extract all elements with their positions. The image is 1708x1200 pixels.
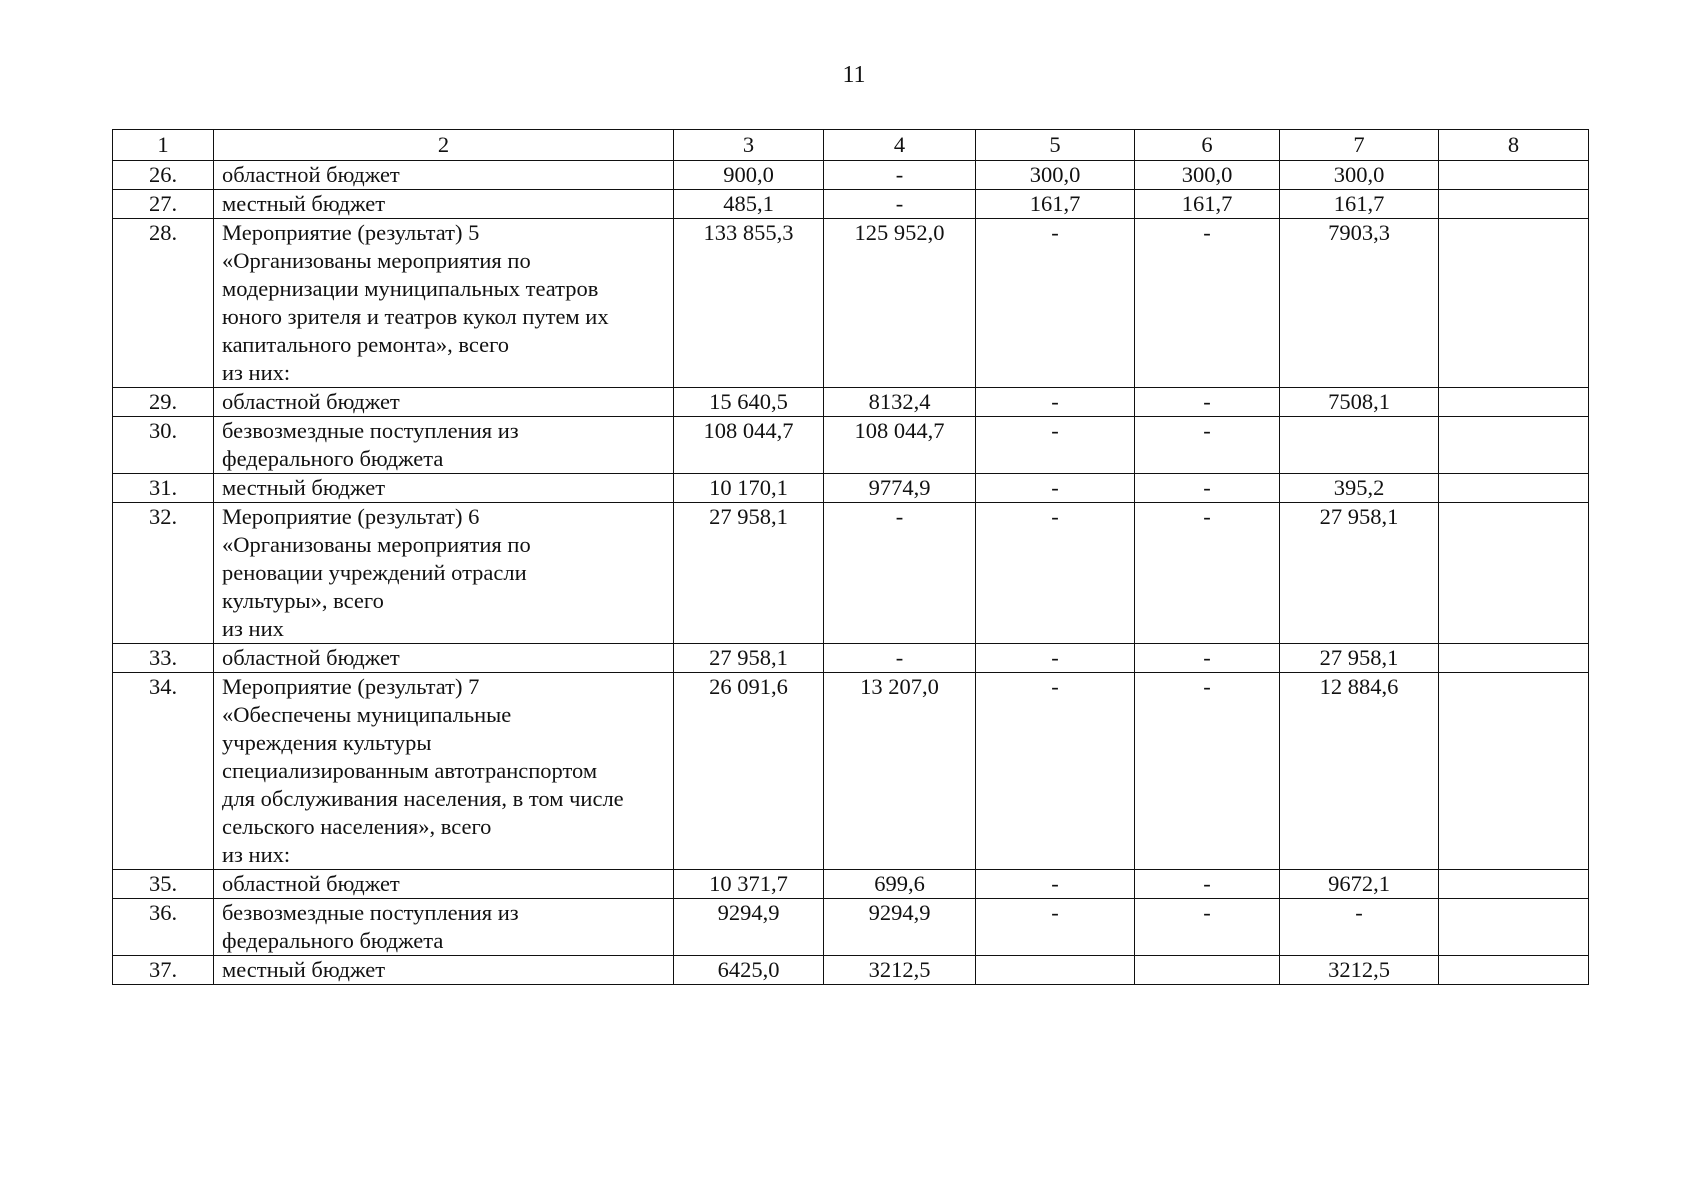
row-column-7-cell: 27 958,1	[1280, 644, 1439, 673]
row-column-5-cell: -	[976, 219, 1135, 388]
row-column-7-cell: 395,2	[1280, 474, 1439, 503]
row-number-cell: 32.	[113, 503, 214, 644]
row-column-6-cell: -	[1135, 673, 1280, 870]
table-row	[113, 190, 1589, 219]
row-column-5-cell: -	[976, 644, 1135, 673]
row-column-3-cell: 900,0	[674, 161, 824, 190]
row-column-4-cell: 699,6	[824, 870, 976, 899]
row-column-8-cell	[1439, 673, 1589, 870]
table-body	[113, 130, 1589, 985]
row-column-7-cell: 161,7	[1280, 190, 1439, 219]
row-column-6-cell: -	[1135, 870, 1280, 899]
table-row	[113, 388, 1589, 417]
row-number-cell: 29.	[113, 388, 214, 417]
row-column-5-cell: -	[976, 673, 1135, 870]
table-row	[113, 474, 1589, 503]
row-column-8-cell	[1439, 503, 1589, 644]
row-description-cell: областной бюджет	[214, 870, 674, 899]
row-description-cell: Мероприятие (результат) 6 «Организованы мероприятия по реновации учреждений отрасли культуры», всего из них	[214, 503, 674, 644]
column-8-header: 8	[1439, 130, 1589, 161]
row-description-cell: областной бюджет	[214, 644, 674, 673]
row-number-cell: 28.	[113, 219, 214, 388]
row-column-6-cell: 161,7	[1135, 190, 1280, 219]
row-description-cell: местный бюджет	[214, 190, 674, 219]
row-number-cell: 36.	[113, 899, 214, 956]
row-number-cell: 34.	[113, 673, 214, 870]
table-row	[113, 219, 1589, 388]
row-column-8-cell	[1439, 161, 1589, 190]
row-column-8-cell	[1439, 388, 1589, 417]
row-column-5-cell: -	[976, 388, 1135, 417]
row-column-3-cell: 27 958,1	[674, 644, 824, 673]
row-column-3-cell: 26 091,6	[674, 673, 824, 870]
row-column-5-cell: -	[976, 417, 1135, 474]
row-column-6-cell	[1135, 956, 1280, 985]
row-column-3-cell: 485,1	[674, 190, 824, 219]
table-header-row	[113, 130, 1589, 161]
row-column-3-cell: 6425,0	[674, 956, 824, 985]
row-column-5-cell	[976, 956, 1135, 985]
row-column-7-cell: 300,0	[1280, 161, 1439, 190]
row-column-6-cell: -	[1135, 388, 1280, 417]
column-6-header: 6	[1135, 130, 1280, 161]
row-column-3-cell: 133 855,3	[674, 219, 824, 388]
table-row	[113, 503, 1589, 644]
table-row	[113, 956, 1589, 985]
row-column-4-cell: -	[824, 503, 976, 644]
budget-table	[112, 129, 1589, 985]
row-column-5-cell: -	[976, 474, 1135, 503]
row-column-5-cell: 300,0	[976, 161, 1135, 190]
column-7-header: 7	[1280, 130, 1439, 161]
row-column-4-cell: -	[824, 190, 976, 219]
row-column-4-cell: 13 207,0	[824, 673, 976, 870]
column-3-header: 3	[674, 130, 824, 161]
row-column-8-cell	[1439, 956, 1589, 985]
row-column-4-cell: 8132,4	[824, 388, 976, 417]
row-description-cell: Мероприятие (результат) 5 «Организованы мероприятия по модернизации муниципальных театров юного зрителя и театров кукол путем их капитального ремонта», всего из них:	[214, 219, 674, 388]
row-column-5-cell: -	[976, 870, 1135, 899]
row-column-4-cell: 9294,9	[824, 899, 976, 956]
row-column-8-cell	[1439, 219, 1589, 388]
row-column-6-cell: -	[1135, 899, 1280, 956]
row-column-4-cell: -	[824, 644, 976, 673]
row-column-3-cell: 9294,9	[674, 899, 824, 956]
row-column-8-cell	[1439, 474, 1589, 503]
column-description-header: 2	[214, 130, 674, 161]
row-column-7-cell: 27 958,1	[1280, 503, 1439, 644]
row-description-cell: областной бюджет	[214, 388, 674, 417]
row-column-6-cell: -	[1135, 503, 1280, 644]
row-column-4-cell: 108 044,7	[824, 417, 976, 474]
row-column-7-cell: 7903,3	[1280, 219, 1439, 388]
row-column-6-cell: -	[1135, 644, 1280, 673]
row-column-8-cell	[1439, 417, 1589, 474]
row-column-4-cell: 125 952,0	[824, 219, 976, 388]
row-column-3-cell: 27 958,1	[674, 503, 824, 644]
row-description-cell: Мероприятие (результат) 7 «Обеспечены муниципальные учреждения культуры специализированным автотранспортом для обслуживания населения, в том числе сельского населения», всего из них:	[214, 673, 674, 870]
row-column-6-cell: -	[1135, 219, 1280, 388]
row-column-3-cell: 108 044,7	[674, 417, 824, 474]
page-number: 11	[842, 62, 866, 88]
row-column-3-cell: 10 170,1	[674, 474, 824, 503]
column-4-header: 4	[824, 130, 976, 161]
row-column-4-cell: 3212,5	[824, 956, 976, 985]
row-column-4-cell: -	[824, 161, 976, 190]
row-column-6-cell: -	[1135, 417, 1280, 474]
row-description-cell: безвозмездные поступления из федерального бюджета	[214, 417, 674, 474]
row-description-cell: областной бюджет	[214, 161, 674, 190]
row-column-3-cell: 10 371,7	[674, 870, 824, 899]
row-column-5-cell: -	[976, 899, 1135, 956]
row-column-7-cell: 12 884,6	[1280, 673, 1439, 870]
row-column-7-cell: 7508,1	[1280, 388, 1439, 417]
row-number-cell: 27.	[113, 190, 214, 219]
table-row	[113, 899, 1589, 956]
row-number-cell: 31.	[113, 474, 214, 503]
row-column-7-cell: 3212,5	[1280, 956, 1439, 985]
row-column-8-cell	[1439, 190, 1589, 219]
row-column-8-cell	[1439, 644, 1589, 673]
table-row	[113, 161, 1589, 190]
row-column-8-cell	[1439, 899, 1589, 956]
row-number-cell: 35.	[113, 870, 214, 899]
column-number-header: 1	[113, 130, 214, 161]
row-number-cell: 26.	[113, 161, 214, 190]
row-description-cell: местный бюджет	[214, 474, 674, 503]
row-number-cell: 30.	[113, 417, 214, 474]
row-column-8-cell	[1439, 870, 1589, 899]
row-column-5-cell: -	[976, 503, 1135, 644]
row-number-cell: 33.	[113, 644, 214, 673]
row-column-4-cell: 9774,9	[824, 474, 976, 503]
row-column-7-cell: 9672,1	[1280, 870, 1439, 899]
row-column-6-cell: -	[1135, 474, 1280, 503]
table-row	[113, 644, 1589, 673]
row-column-5-cell: 161,7	[976, 190, 1135, 219]
row-column-6-cell: 300,0	[1135, 161, 1280, 190]
table-row	[113, 673, 1589, 870]
row-column-7-cell: -	[1280, 899, 1439, 956]
row-number-cell: 37.	[113, 956, 214, 985]
table-row	[113, 870, 1589, 899]
column-5-header: 5	[976, 130, 1135, 161]
row-column-7-cell	[1280, 417, 1439, 474]
row-column-3-cell: 15 640,5	[674, 388, 824, 417]
table-row	[113, 417, 1589, 474]
row-description-cell: безвозмездные поступления из федерального бюджета	[214, 899, 674, 956]
row-description-cell: местный бюджет	[214, 956, 674, 985]
